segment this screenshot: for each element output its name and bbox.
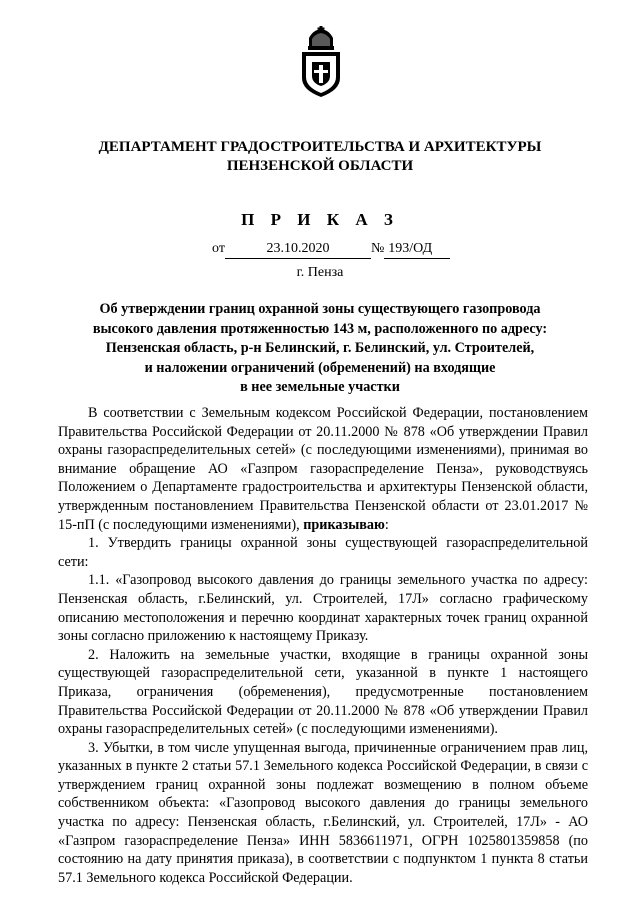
department-line-2: ПЕНЗЕНСКОЙ ОБЛАСТИ [226, 158, 414, 174]
clause-3: 3. Убытки, в том числе упущенная выгода, причиненные ограничением прав лиц, указанных в пункте 2 статьи 57.1 Земельного кодекса Российской Федерации, в связи с утверждением границ охранной зоны подлежат возмещению в полном объеме собственником объекта: «Газопровод высокого давления до границы земельного участка по адресу: Пензенская область, г.Белинский, ул. Строителей, 17Л» - АО «Газпром газораспределение Пенза» ИНН 5836611971, ОГРН 1025801359858 (по состоянию на дату принятия приказа), в соответствии с подпунктом 1 пункта 8 статьи 57.1 Земельного кодекса Российской Федерации. [58, 739, 588, 886]
number-prefix: № [370, 241, 385, 256]
department-header [60, 138, 580, 176]
subject-line-2: высокого давления протяженностью 143 м, расположенного по адресу: [92, 320, 548, 337]
order-body [58, 404, 588, 887]
preamble-paragraph [58, 404, 588, 534]
preamble-text: В соответствии с Земельным кодексом Российской Федерации, постановлением Правительства Российской Федерации от 20.11.2000 № 878 «Об утверждении Правил охраны газораспределительных сетей» (с последующими изменениями), принимая во внимание обращение АО «Газпром газораспределение Пенза», руководствуясь Положением о Департаменте градостроительства и архитектуры Пензенской области, утвержденным постановлением Правительства Пензенской области от 23.01.2017 № 15-пП (с последующими изменениями), [58, 405, 588, 533]
order-number: 193/ОД [384, 240, 450, 259]
order-title: П Р И К А З [241, 210, 399, 229]
subject-line-4: и наложении ограничений (обременений) на входящие [144, 359, 496, 376]
decree-word: приказываю [303, 516, 385, 533]
clause-1-1: 1.1. «Газопровод высокого давления до границы земельного участка по адресу: Пензенская область, г.Белинский, ул. Строителей, 17Л» согласно графическому описанию местоположения и перечню координат характерных точек границ охранной зоны согласно приложению к настоящему Приказу. [58, 572, 588, 645]
subject-line-3: Пензенская область, р-н Белинский, г. Белинский, ул. Строителей, [105, 340, 535, 356]
subject-line-1: Об утверждении границ охранной зоны существующего газопровода [99, 301, 541, 317]
city: г. Пенза [296, 265, 344, 280]
department-line-1: ДЕПАРТАМЕНТ ГРАДОСТРОИТЕЛЬСТВА И АРХИТЕКТУРЫ [98, 139, 542, 155]
order-date-number-line [212, 240, 450, 259]
date-prefix: от [212, 241, 225, 256]
preamble-colon: : [384, 516, 389, 533]
clause-1: 1. Утвердить границы охранной зоны существующей газораспределительной сети: [58, 535, 588, 570]
subject-line-5: в нее земельные участки [240, 379, 400, 395]
order-subject [60, 300, 580, 398]
order-date: 23.10.2020 [225, 240, 371, 259]
coat-of-arms-emblem [299, 26, 343, 98]
clause-2: 2. Наложить на земельные участки, входящие в границы охранной зоны существующей газораспределительной сети, указанной в пункте 1 настоящего Приказа, ограничения (обременения), предусмотренные постановлением Правительства Российской Федерации от 20.11.2000 № 878 «Об утверждении Правил охраны газораспределительных сетей» (с последующими изменениями). [58, 646, 588, 738]
